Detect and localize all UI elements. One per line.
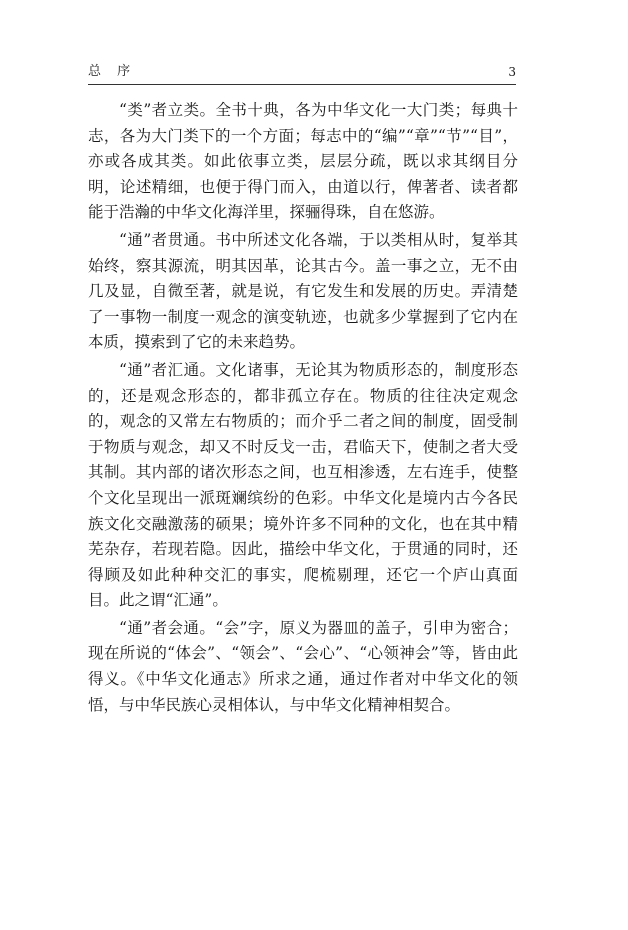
paragraph-huitong: “通”者汇通。文化诸事，无论其为物质形态的，制度形态的，还是观念形态的，都非孤立存在。物质的往往决定观念的，观念的又常左右物质的；而介乎二者之间的制度，固受制于物质与观念，却又不时反戈一击，君临天下，使制之者大受其制。其内部的诸次形态之间，也互相渗透，左右连手，使整个文化呈现出一派斑斓缤纷的色彩。中华文化是境内古今各民族文化交融激荡的硕果；境外许多不同种的文化，也在其中精芜杂存，若现若隐。因此，描绘中华文化，于贯通的同时，还得顾及如此种种交汇的事实，爬梳剔理，还它一个庐山真面目。此之谓“汇通”。 [88, 360, 518, 610]
paragraph-huitong-meeting: “通”者会通。“会”字，原义为器皿的盖子，引申为密合；现在所说的“体会”、“领会”、“会心”、“心领神会”等，皆由此得义。《中华文化通志》所求之通，通过作者对中华文化的领悟，与中华民族心灵相体认，与中华文化精神相契合。 [88, 618, 518, 714]
running-header [88, 64, 516, 82]
page-number: 3 [508, 65, 516, 79]
paragraph-guantong: “通”者贯通。书中所述文化各端，于以类相从时，复举其始终，察其源流，明其因革，论其古今。盖一事之立，无不由几及显，自微至著，就是说，有它发生和发展的历史。弄清楚了一事物一制度一观念的演变轨迹，也就多少掌握到了它内在本质，摸索到了它的未来趋势。 [88, 230, 518, 352]
header-title: 总 序 [88, 64, 137, 79]
body-text [88, 98, 518, 720]
header-rule [88, 84, 516, 85]
paragraph-lei: “类”者立类。全书十典，各为中华文化一大门类；每典十志，各为大门类下的一个方面；每志中的“编”“章”“节”“目”，亦或各成其类。如此依事立类，层层分疏，既以求其纲目分明，论述精细，也便于得门而入，由道以行，俾著者、读者都能于浩瀚的中华文化海洋里，探骊得珠，自在悠游。 [88, 101, 518, 222]
